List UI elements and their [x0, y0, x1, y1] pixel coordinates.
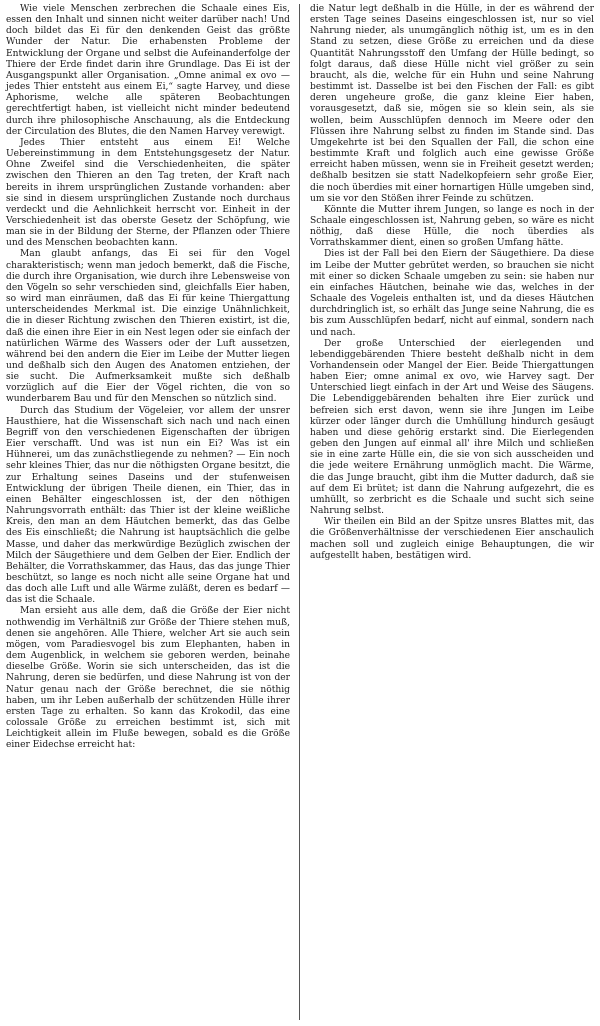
paragraph: Man glaubt anfangs, das Ei sei für den Vogel charakteristisch; wenn man jedoch bemerkt, daß die Fische, die durch ihre Organisation, wie durch ihre Lebensweise von den Vögeln so sehr verschieden sind, gleichfalls Eier haben, so wird man einräumen, daß das Ei für keine Thiergattung unterscheidendes Merkmal ist. Die einzige Unähnlichkeit, die in dieser Richtung zwischen den Thieren existirt, ist die, daß die einen ihre Eier in ein Nest legen oder sie einfach der natürlichen Wärme des Wassers oder der Luft aussetzen, während bei den andern die Eier im Leibe der Mutter liegen und deßhalb sich den Augen des Anatomen entziehen, der sie sucht. Die Aufmerksamkeit mußte sich deßhalb vorzüglich auf die Eier der Vögel richten, die von so wunderbarem Bau und für den Menschen so nützlich sind. — [6, 249, 290, 405]
column-divider — [299, 4, 300, 1020]
paragraph: Wie viele Menschen zerbrechen die Schaale eines Eis, essen den Inhalt und sinnen nicht weiter darüber nach! Und doch bildet das Ei für den denkenden Geist das größte Wunder der Natur. Die erhabensten Probleme der Entwicklung der Organe und selbst die Aufeinanderfolge der Thiere der Erde findet darin ihre Grundlage. Das Ei ist der Ausgangspunkt aller Organisation. „Omne animal ex ovo — jedes Thier entsteht aus einem Ei,“ sagte Harvey, und diese Aphorisme, welche alle späteren Beobachtungen gerechtfertigt haben, ist vielleicht nicht minder bedeutend durch ihre philosophische Anschauung, als die Entdeckung der Circulation des Blutes, die den Namen Harvey verewigt. — [6, 4, 290, 137]
paragraph-continued: die Natur legt deßhalb in die Hülle, in der es während der ersten Tage seines Daseins eingeschlossen ist, nur so viel Nahrung nieder, als unumgänglich nöthig ist, um es in den Stand zu setzen, diese Größe zu erreichen und da diese Quantität Nahrungsstoff den Umfang der Hülle bedingt, so folgt daraus, daß diese Hülle nicht viel größer zu sein braucht, als die, welche für ein Huhn und seine Nahrung bestimmt ist. Dasselbe ist bei den Fischen der Fall: es gibt deren ungeheure große, die ganz kleine Eier haben, vorausgesetzt, daß sie, mögen sie so klein sein, als sie wollen, beim Ausschlüpfen dennoch im Meere oder den Flüssen ihre Nahrung selbst zu finden im Stande sind. Das Umgekehrte ist bei den Squallen der Fall, die schon eine bestimmte Kraft und folglich auch eine gewisse Größe erreicht haben müssen, wenn sie in Freiheit gesetzt werden; deßhalb besitzen sie statt Nadelkopfeiern sehr große Eier, die noch überdies mit einer hornartigen Hülle umgeben sind, um sie vor den Stößen ihrer Feinde zu schützen. — [310, 4, 594, 204]
paragraph: Dies ist der Fall bei den Eiern der Säugethiere. Da diese im Leibe der Mutter gebrütet werden, so brauchen sie nicht mit einer so dicken Schaale umgeben zu sein: sie haben nur ein einfaches Häutchen, beinahe wie das, welches in der Schaale des Vogeleis enthalten ist, und da dieses Häutchen durchdringlich ist, so erhält das Junge seine Nahrung, die es bis zum Ausschlüpfen bedarf, nicht auf einmal, sondern nach und nach. — [310, 249, 594, 338]
paragraph: Durch das Studium der Vögeleier, vor allem der unsrer Hausthiere, hat die Wissenschaft sich nach und nach einen Begriff von den verschiedenen Eigenschaften der übrigen Eier verschafft. Und was ist nun ein Ei? Was ist ein Hühnerei, um das zunächstliegende zu nehmen? — Ein noch sehr kleines Thier, das nur die nöthigsten Organe besitzt, die zur Erhaltung seines Daseins und der stufenweisen Entwicklung der übrigen Theile dienen, ein Thier, das in einen Behälter eingeschlossen ist, der den nöthigen Nahrungsvorrath enthält: das Thier ist der kleine weißliche Kreis, den man an dem Häutchen bemerkt, das das Gelbe des Eis einschließt; die Nahrung ist hauptsächlich die gelbe Masse, und daher das merkwürdige Bezüglich zwischen der Milch der Säugethiere und dem Gelben der Eier. Endlich der Behälter, die Vorrathskammer, das Haus, das das junge Thier beschützt, so lange es noch nicht alle seine Organe hat und das doch alle Luft und alle Wärme zuläßt, deren es bedarf — das ist die Schaale. — [6, 405, 290, 606]
paragraph: Könnte die Mutter ihrem Jungen, so lange es noch in der Schaale eingeschlossen ist, Nahrung geben, so wäre es nicht nöthig, daß diese Hülle, die noch überdies als Vorrathskammer dient, einen so großen Umfang hätte. — [310, 204, 594, 249]
paragraph: Jedes Thier entsteht aus einem Ei! Welche Uebereinstimmung in dem Entstehungsgesetz der Natur. Ohne Zweifel sind die Verschiedenheiten, die später zwischen den Thieren an den Tag treten, der Kraft nach bereits in ihrem ursprünglichen Zustande vorhanden: aber sie sind in diesem ursprünglichen Zustande noch durchaus verdeckt und die Aehnlichkeit herrscht vor. Einheit in der Verschiedenheit ist das oberste Gesetz der Schöpfung, wie man sie in der Bildung der Sterne, der Pflanzen oder Thiere und des Menschen beobachten kann. — [6, 137, 290, 249]
text-column-right — [310, 4, 594, 562]
text-column-left — [6, 4, 290, 751]
paragraph: Wir theilen ein Bild an der Spitze unsres Blattes mit, das die Größenverhältnisse der verschiedenen Eier anschaulich machen soll und zugleich einige Behauptungen, die wir aufgestellt haben, bestätigen wird. — [310, 517, 594, 561]
paragraph: Man ersieht aus alle dem, daß die Größe der Eier nicht nothwendig im Verhältniß zur Größe der Thiere stehen muß, denen sie angehören. Alle Thiere, welcher Art sie auch sein mögen, vom Paradiesvogel bis zum Elephanten, haben in dem Augenblick, in welchem sie geboren werden, beinahe dieselbe Größe. Worin sie sich unterscheiden, das ist die Nahrung, deren sie bedürfen, und diese Nahrung ist von der Natur genau nach der Größe berechnet, die sie nöthig haben, um ihr Leben außerhalb der schützenden Hülle ihrer ersten Tage zu erhalten. So kann das Krokodil, das eine colossale Größe zu erreichen bestimmt ist, sich mit Leichtigkeit allein im Fluße bewegen, sobald es die Größe einer Eidechse erreicht hat: — [6, 606, 290, 751]
paragraph: Der große Unterschied der eierlegenden und lebendiggebärenden Thiere besteht deßhalb nicht in dem Vorhandensein oder Mangel der Eier. Beide Thiergattungen haben Eier; omne animal ex ovo, wie Harvey sagt. Der Unterschied liegt einfach in der Art und Weise des Säugens. Die Lebendiggebärenden behalten ihre Eier zurück und befreien sich erst davon, wenn sie ihre Jungen im Leibe kürzer oder länger durch die Umhüllung hindurch gesäugt haben und diese gehörig erstarkt sind. Die Eierlegenden geben den Jungen auf einmal all' ihre Milch und schließen sie in eine zarte Hülle ein, die sie von sich ausscheiden und die jede weitere Ernährung unmöglich macht. Die Wärme, die das Junge braucht, gibt ihm die Mutter dadurch, daß sie auf dem Ei brütet; ist dann die Nahrung aufgezehrt, die es umhüllt, so zerbricht es die Schaale und sucht sich seine Nahrung selbst. — [310, 338, 594, 517]
